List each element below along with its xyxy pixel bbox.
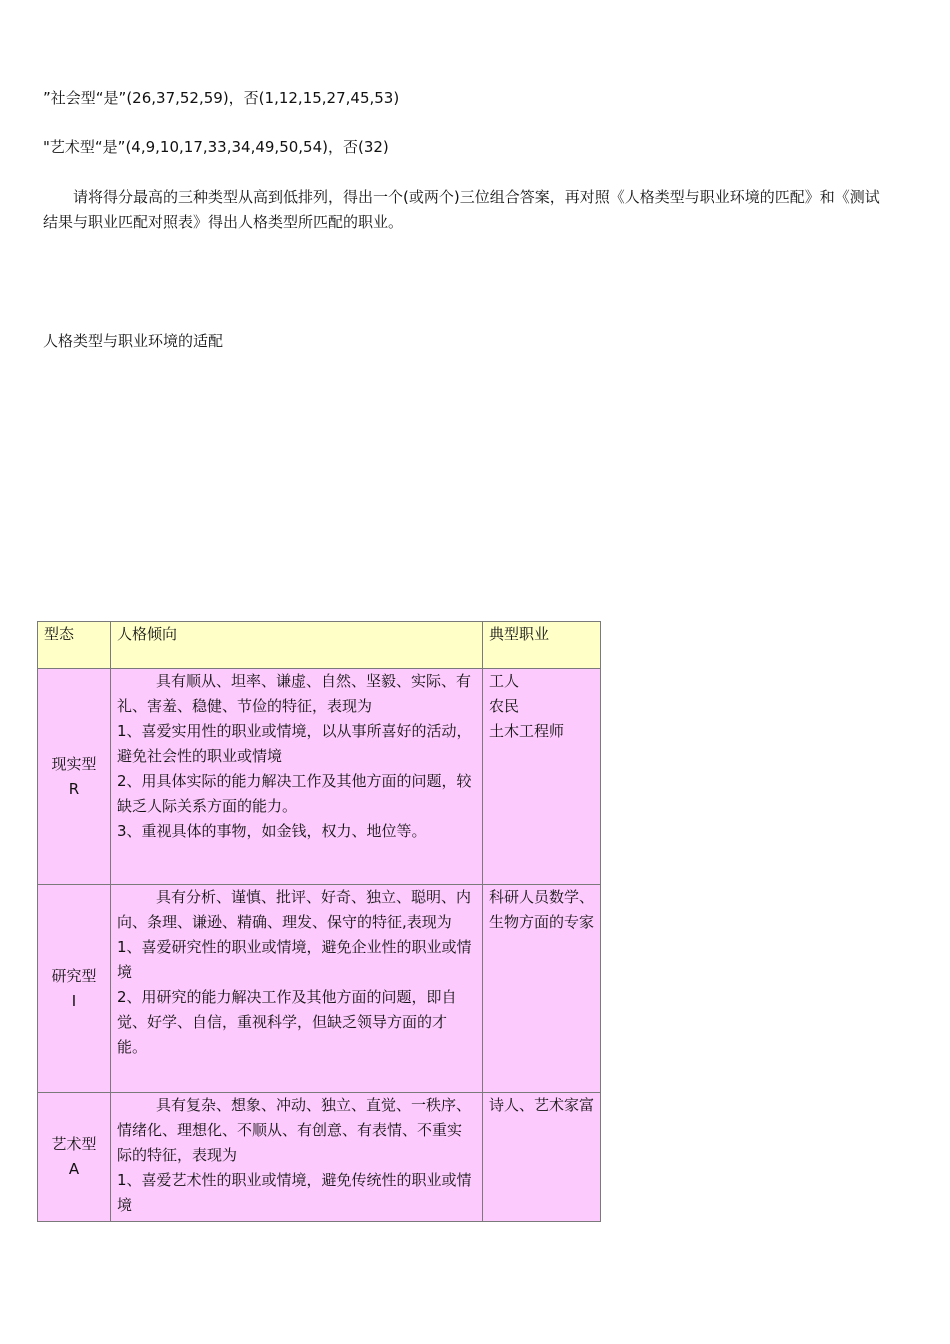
job-item: 科研人员数学、生物方面的专家 (489, 888, 595, 931)
type-name: 艺术型 (51, 1135, 97, 1153)
job-item: 土木工程师 (489, 722, 565, 740)
header-type: 型态 (38, 622, 111, 669)
type-cell-realistic (38, 669, 111, 885)
trait-item: 2、用研究的能力解决工作及其他方面的问题，即自觉、好学、自信，重视科学，但缺乏领导方面的才能。 (117, 988, 457, 1056)
table-row-realistic (38, 669, 601, 885)
personality-career-table (37, 621, 601, 1222)
job-cell-artistic (483, 1093, 601, 1222)
social-type-scoring-line: ”社会型“是”(26,37,52,59)，否(1,12,15,27,45,53) (43, 89, 400, 107)
trait-item: 1、喜爱研究性的职业或情境，避免企业性的职业或情境 (117, 938, 472, 981)
type-name: 现实型 (51, 754, 97, 773)
type-code: I (71, 991, 77, 1010)
table-row-artistic (38, 1093, 601, 1222)
table-header-row (38, 622, 601, 669)
type-code: A (68, 1160, 80, 1178)
trait-item: 1、喜爱艺术性的职业或情境，避免传统性的职业或情境 (117, 1171, 472, 1214)
type-cell-artistic (38, 1093, 111, 1222)
art-type-scoring-line: "艺术型“是”(4,9,10,17,33,34,49,50,54)，否(32) (43, 138, 389, 156)
header-trait: 人格倾向 (111, 622, 483, 669)
instruction-paragraph: 请将得分最高的三种类型从高到低排列，得出一个(或两个)三位组合答案，再对照《人格类型与职业环境的匹配》和《测试结果与职业匹配对照表》得出人格类型所匹配的职业。 (43, 188, 880, 231)
job-cell-realistic (483, 669, 601, 885)
type-name: 研究型 (51, 966, 97, 985)
table-row-investigative (38, 885, 601, 1093)
trait-item: 3、重视具体的事物，如金钱，权力、地位等。 (117, 822, 427, 840)
trait-item: 1、喜爱实用性的职业或情境，以从事所喜好的活动，避免社会性的职业或情境 (117, 722, 472, 765)
section-title: 人格类型与职业环境的适配 (43, 332, 224, 350)
trait-intro: 具有分析、谨慎、批评、好奇、独立、聪明、内向、条理、谦逊、精确、理发、保守的特征,表现为 (117, 888, 472, 931)
job-item: 诗人、艺术家富 (489, 1096, 595, 1114)
trait-cell-artistic (111, 1093, 483, 1222)
header-job: 典型职业 (483, 622, 601, 669)
trait-cell-realistic (111, 669, 483, 885)
type-code: R (68, 779, 80, 798)
job-cell-investigative (483, 885, 601, 1093)
job-item: 工人 (489, 672, 520, 690)
trait-intro: 具有复杂、想象、冲动、独立、直觉、一秩序、情绪化、理想化、不顺从、有创意、有表情、不重实际的特征，表现为 (117, 1096, 472, 1164)
job-item: 农民 (489, 697, 520, 715)
trait-item: 2、用具体实际的能力解决工作及其他方面的问题，较缺乏人际关系方面的能力。 (117, 772, 472, 815)
trait-intro: 具有顺从、坦率、谦虚、自然、坚毅、实际、有礼、害羞、稳健、节俭的特征，表现为 (117, 672, 472, 715)
type-cell-investigative (38, 885, 111, 1093)
trait-cell-investigative (111, 885, 483, 1093)
